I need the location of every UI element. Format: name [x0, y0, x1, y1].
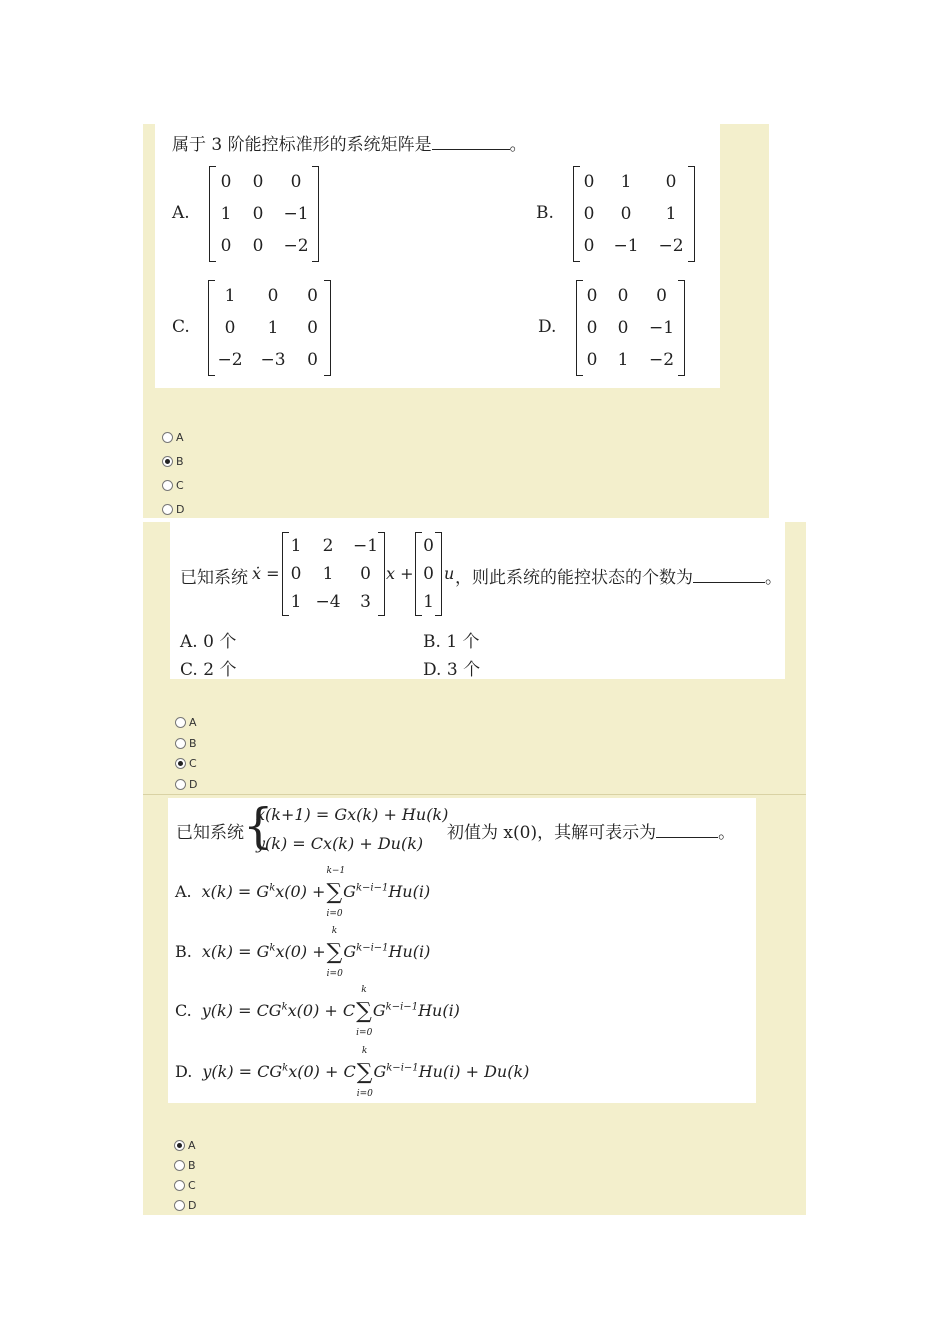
matrix-cell: 0 — [423, 536, 434, 556]
radio-selected-icon[interactable] — [174, 1140, 185, 1151]
choice-label: D. — [423, 660, 442, 680]
formula-part: k−i−1 — [385, 1001, 419, 1013]
radio-label: C — [176, 479, 184, 492]
formula-part: x(0) + C — [287, 1001, 356, 1020]
question-3-suffix — [447, 818, 735, 843]
question-2-u: u — [444, 564, 455, 583]
q3-choice-d — [175, 1046, 530, 1099]
radio-icon[interactable] — [175, 717, 186, 728]
matrix-cell: 0 — [252, 204, 264, 224]
sum-upper: k — [361, 985, 367, 995]
matrix-cell: −1 — [283, 204, 309, 224]
radio-icon[interactable] — [162, 480, 173, 491]
matrix-cell: −2 — [648, 350, 675, 370]
choice-label: A. — [175, 882, 192, 901]
question-2-end: 。 — [765, 568, 782, 588]
question-3-prefix: 已知系统 — [176, 823, 244, 843]
q2-choice-b — [423, 627, 480, 652]
radio-icon[interactable] — [175, 779, 186, 790]
q1-radio-d[interactable] — [162, 503, 184, 516]
question-2-x-plus: x + — [386, 564, 414, 583]
matrix-cell: 0 — [267, 286, 279, 306]
question-2-xdot: ẋ = — [252, 564, 280, 583]
q1-option-b-label: B. — [536, 203, 554, 223]
q1-option-b-matrix — [573, 166, 695, 262]
choice-label: A. — [180, 632, 198, 652]
sigma-glyph: ∑ — [326, 940, 343, 965]
formula-part: k — [282, 1062, 289, 1074]
formula-part: Hu(i) + Du(k) — [418, 1062, 530, 1081]
system-brace: { — [243, 798, 274, 854]
formula-part: x(0) + — [275, 942, 326, 961]
matrix-cell: −2 — [658, 236, 684, 256]
summation-symbol — [356, 985, 373, 1038]
formula-part: x(0) + C — [288, 1062, 356, 1081]
matrix-cell: −2 — [217, 350, 243, 370]
matrix-cell: 0 — [586, 286, 598, 306]
choice-label: D. — [175, 1062, 193, 1081]
matrix-cell: 0 — [360, 564, 371, 584]
formula-part: k−i−1 — [386, 1062, 419, 1074]
choice-text: 3 个 — [446, 660, 481, 680]
radio-icon[interactable] — [174, 1160, 185, 1171]
matrix-cell: 1 — [220, 204, 232, 224]
radio-label: A — [176, 431, 184, 444]
radio-selected-icon[interactable] — [162, 456, 173, 467]
radio-label: B — [188, 1159, 196, 1172]
formula-part: G — [343, 942, 357, 961]
matrix-cell: 1 — [267, 318, 279, 338]
matrix-cell: 1 — [665, 204, 677, 224]
matrix-cell: −4 — [315, 592, 341, 612]
sum-lower: i=0 — [326, 969, 343, 979]
matrix-cell: 0 — [423, 564, 434, 584]
matrix-cell: 0 — [220, 172, 232, 192]
formula-part: k — [269, 942, 276, 954]
summation-symbol — [326, 866, 346, 919]
question-1-prompt — [172, 130, 527, 155]
matrix-cell: 1 — [322, 564, 334, 584]
matrix-cell: 0 — [307, 350, 318, 370]
choice-text: 0 个 — [203, 632, 237, 652]
matrix-cell: −2 — [283, 236, 309, 256]
radio-icon[interactable] — [162, 504, 173, 515]
formula-part: G — [343, 882, 356, 901]
q3-radio-a[interactable] — [174, 1139, 196, 1152]
q3-radio-c[interactable] — [174, 1179, 196, 1192]
question-1-text: 属于 3 阶能控标准形的系统矩阵是 — [172, 135, 432, 155]
matrix-cell: 2 — [322, 536, 334, 556]
matrix-cell: 1 — [290, 536, 302, 556]
q2-choice-a — [180, 627, 236, 652]
choice-text: 1 个 — [446, 632, 480, 652]
matrix-cell: 1 — [224, 286, 236, 306]
radio-selected-icon[interactable] — [175, 758, 186, 769]
formula-part: x(k) = G — [201, 942, 270, 961]
q2-choice-c — [180, 655, 236, 680]
formula-part: x(0) + — [275, 882, 326, 901]
matrix-cell: 0 — [252, 236, 264, 256]
formula-part: Hu(i) — [418, 1001, 460, 1020]
radio-label: D — [176, 503, 185, 516]
sum-lower: i=0 — [326, 909, 343, 919]
sum-upper: k — [361, 1046, 368, 1056]
matrix-cell: 1 — [617, 350, 629, 370]
question-2-prefix: 已知系统 — [180, 568, 248, 588]
q3-choice-c — [175, 985, 460, 1038]
q1-option-c-matrix — [208, 280, 331, 376]
answer-blank — [656, 836, 718, 838]
q2-radio-a[interactable] — [175, 716, 197, 729]
formula-part: k−i−1 — [355, 882, 389, 894]
q3-radio-d[interactable] — [174, 1199, 196, 1212]
matrix-cell: 0 — [656, 286, 667, 306]
q3-choice-a — [175, 866, 431, 919]
sum-upper: k — [331, 926, 338, 936]
formula-part: k−i−1 — [356, 942, 389, 954]
matrix-cell: −1 — [352, 536, 379, 556]
question-3-text: 初值为 x(0)，其解可表示为 — [447, 823, 657, 843]
q1-option-a-matrix — [209, 166, 319, 262]
radio-icon[interactable] — [174, 1200, 185, 1211]
matrix-cell: 0 — [290, 564, 302, 584]
sigma-glyph: ∑ — [356, 999, 372, 1024]
q2-choice-d — [423, 655, 480, 680]
question-1-end: 。 — [509, 135, 527, 155]
q1-radio-b[interactable] — [162, 455, 184, 468]
formula-part: k — [269, 882, 276, 894]
sigma-glyph: ∑ — [356, 1060, 373, 1085]
summation-symbol — [326, 926, 343, 979]
sum-lower: i=0 — [356, 1089, 373, 1099]
question-3-end: 。 — [718, 823, 736, 843]
matrix-cell: 0 — [307, 318, 318, 338]
radio-icon[interactable] — [174, 1180, 185, 1191]
sum-upper: k−1 — [326, 866, 346, 876]
formula-part: y(k) = CG — [202, 1062, 283, 1081]
matrix-cell: 0 — [290, 172, 302, 192]
q3-choice-b — [175, 926, 431, 979]
q3-radio-b[interactable] — [174, 1159, 196, 1172]
formula-part: y(k) = CG — [201, 1001, 282, 1020]
q1-radio-c[interactable] — [162, 479, 184, 492]
matrix-cell: −3 — [260, 350, 286, 370]
radio-label: D — [188, 1199, 197, 1212]
radio-label: B — [176, 455, 184, 468]
choice-label: C. — [175, 1001, 192, 1020]
q1-option-d-label: D. — [538, 317, 557, 337]
matrix-cell: 0 — [617, 318, 629, 338]
radio-label: A — [189, 716, 197, 729]
q2-radio-d[interactable] — [175, 778, 197, 791]
matrix-cell: 0 — [586, 350, 598, 370]
q2-input-vector — [415, 532, 442, 616]
q2-radio-b[interactable] — [175, 737, 197, 750]
radio-label: D — [189, 778, 198, 791]
formula-part: G — [372, 1001, 386, 1020]
q1-option-a-label: A. — [172, 203, 190, 223]
matrix-cell: −1 — [613, 236, 639, 256]
formula-part: k — [281, 1001, 288, 1013]
q3-equation-2: y(k) = Cx(k) + Du(k) — [256, 834, 424, 853]
answer-blank — [432, 148, 510, 150]
matrix-cell: 0 — [665, 172, 677, 192]
radio-label: B — [189, 737, 197, 750]
matrix-cell: 1 — [620, 172, 632, 192]
question-2-text: ，则此系统的能控状态的个数为 — [455, 568, 693, 588]
matrix-cell: 0 — [583, 172, 595, 192]
matrix-cell: 0 — [307, 286, 318, 306]
question-2-suffix — [455, 563, 782, 588]
matrix-cell: 0 — [583, 204, 595, 224]
matrix-cell: 0 — [586, 318, 598, 338]
matrix-cell: 0 — [620, 204, 632, 224]
q1-radio-a[interactable] — [162, 431, 184, 444]
summation-symbol — [356, 1046, 373, 1099]
matrix-cell: 1 — [423, 592, 434, 612]
formula-part: x(k) = G — [201, 882, 270, 901]
matrix-cell: 0 — [252, 172, 264, 192]
choice-label: B. — [175, 942, 192, 961]
q2-radio-c[interactable] — [175, 757, 197, 770]
matrix-cell: 0 — [224, 318, 236, 338]
sum-lower: i=0 — [356, 1028, 373, 1038]
q2-system-matrix — [282, 532, 385, 616]
radio-icon[interactable] — [162, 432, 173, 443]
radio-icon[interactable] — [175, 738, 186, 749]
choice-label: B. — [423, 632, 441, 652]
formula-part: Hu(i) — [388, 942, 431, 961]
matrix-cell: 0 — [220, 236, 232, 256]
answer-blank — [693, 581, 765, 583]
formula-part: G — [373, 1062, 387, 1081]
sigma-glyph: ∑ — [326, 880, 343, 905]
radio-label: A — [188, 1139, 196, 1152]
q1-option-c-label: C. — [172, 317, 190, 337]
matrix-cell: −1 — [648, 318, 675, 338]
formula-part: Hu(i) — [388, 882, 431, 901]
radio-label: C — [188, 1179, 196, 1192]
choice-text: 2 个 — [203, 660, 237, 680]
choice-label: C. — [180, 660, 198, 680]
matrix-cell: 1 — [290, 592, 302, 612]
matrix-cell: 0 — [617, 286, 629, 306]
q3-equation-1: x(k+1) = Gx(k) + Hu(k) — [256, 805, 449, 824]
radio-label: C — [189, 757, 197, 770]
q1-option-d-matrix — [576, 280, 685, 376]
matrix-cell: 3 — [360, 592, 371, 612]
matrix-cell: 0 — [583, 236, 595, 256]
